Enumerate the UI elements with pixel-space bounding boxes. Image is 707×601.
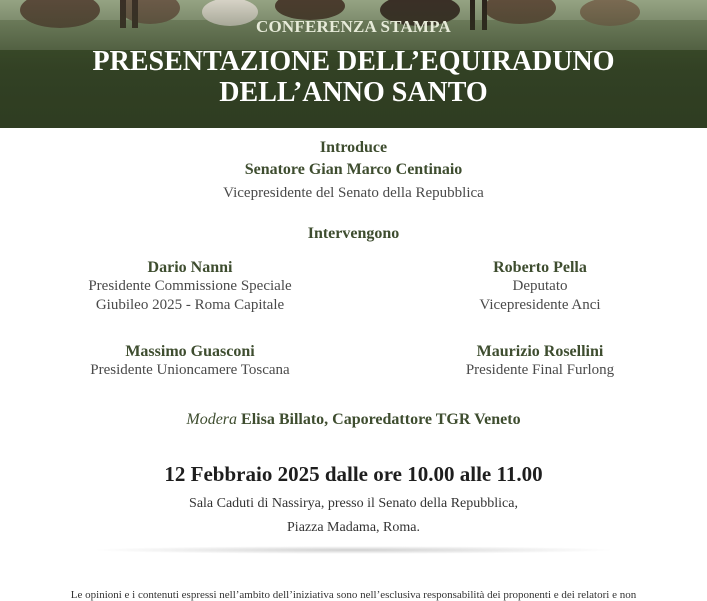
moderator-name: Elisa Billato, Caporedattore TGR Veneto <box>241 411 521 428</box>
header-banner <box>0 0 707 128</box>
speaker-name: Maurizio Rosellini <box>476 343 604 360</box>
venue-line-2: Piazza Madama, Roma. <box>287 520 420 535</box>
disclaimer-text: Le opinioni e i contenuti espressi nell’ambito dell’iniziativa sono nell’esclusiva responsabilità dei proponenti e dei relatori e non <box>70 589 637 601</box>
speaker-card <box>400 258 680 315</box>
speaker-name: Massimo Guasconi <box>125 343 255 360</box>
event-date-time: 12 Febbraio 2025 dalle ore 10.00 alle 11.00 <box>164 462 543 486</box>
speaker-role: Presidente Commissione Speciale <box>88 278 292 294</box>
speaker-name: Roberto Pella <box>493 259 587 276</box>
speaker-role: Deputato <box>512 278 568 294</box>
speaker-role: Presidente Unioncamere Toscana <box>90 362 290 378</box>
speaker-role: Giubileo 2025 - Roma Capitale <box>95 297 285 313</box>
title-line-2: DELL’ANNO SANTO <box>219 77 488 108</box>
speaker-name: Dario Nanni <box>147 259 233 276</box>
speaker-role: Vicepresidente Anci <box>479 297 601 313</box>
speaker-role: Presidente Final Furlong <box>465 362 615 378</box>
intro-role: Vicepresidente del Senato della Repubblica <box>223 185 484 201</box>
section-divider <box>90 546 617 554</box>
speaker-card <box>400 342 680 380</box>
moderator-label: Modera <box>186 411 238 428</box>
event-title <box>0 46 707 108</box>
speakers-label: Intervengono <box>307 225 400 242</box>
title-line-1: PRESENTAZIONE DELL’EQUIRADUNO <box>92 46 615 77</box>
speaker-card <box>40 342 340 380</box>
speaker-card <box>40 258 340 315</box>
press-conference-label: CONFERENZA STAMPA <box>256 17 451 36</box>
intro-label: Introduce <box>319 139 388 156</box>
moderator-line <box>0 411 707 429</box>
venue-line-1: Sala Caduti di Nassirya, presso il Senato della Repubblica, <box>189 496 518 511</box>
intro-name: Senatore Gian Marco Centinaio <box>244 161 463 178</box>
